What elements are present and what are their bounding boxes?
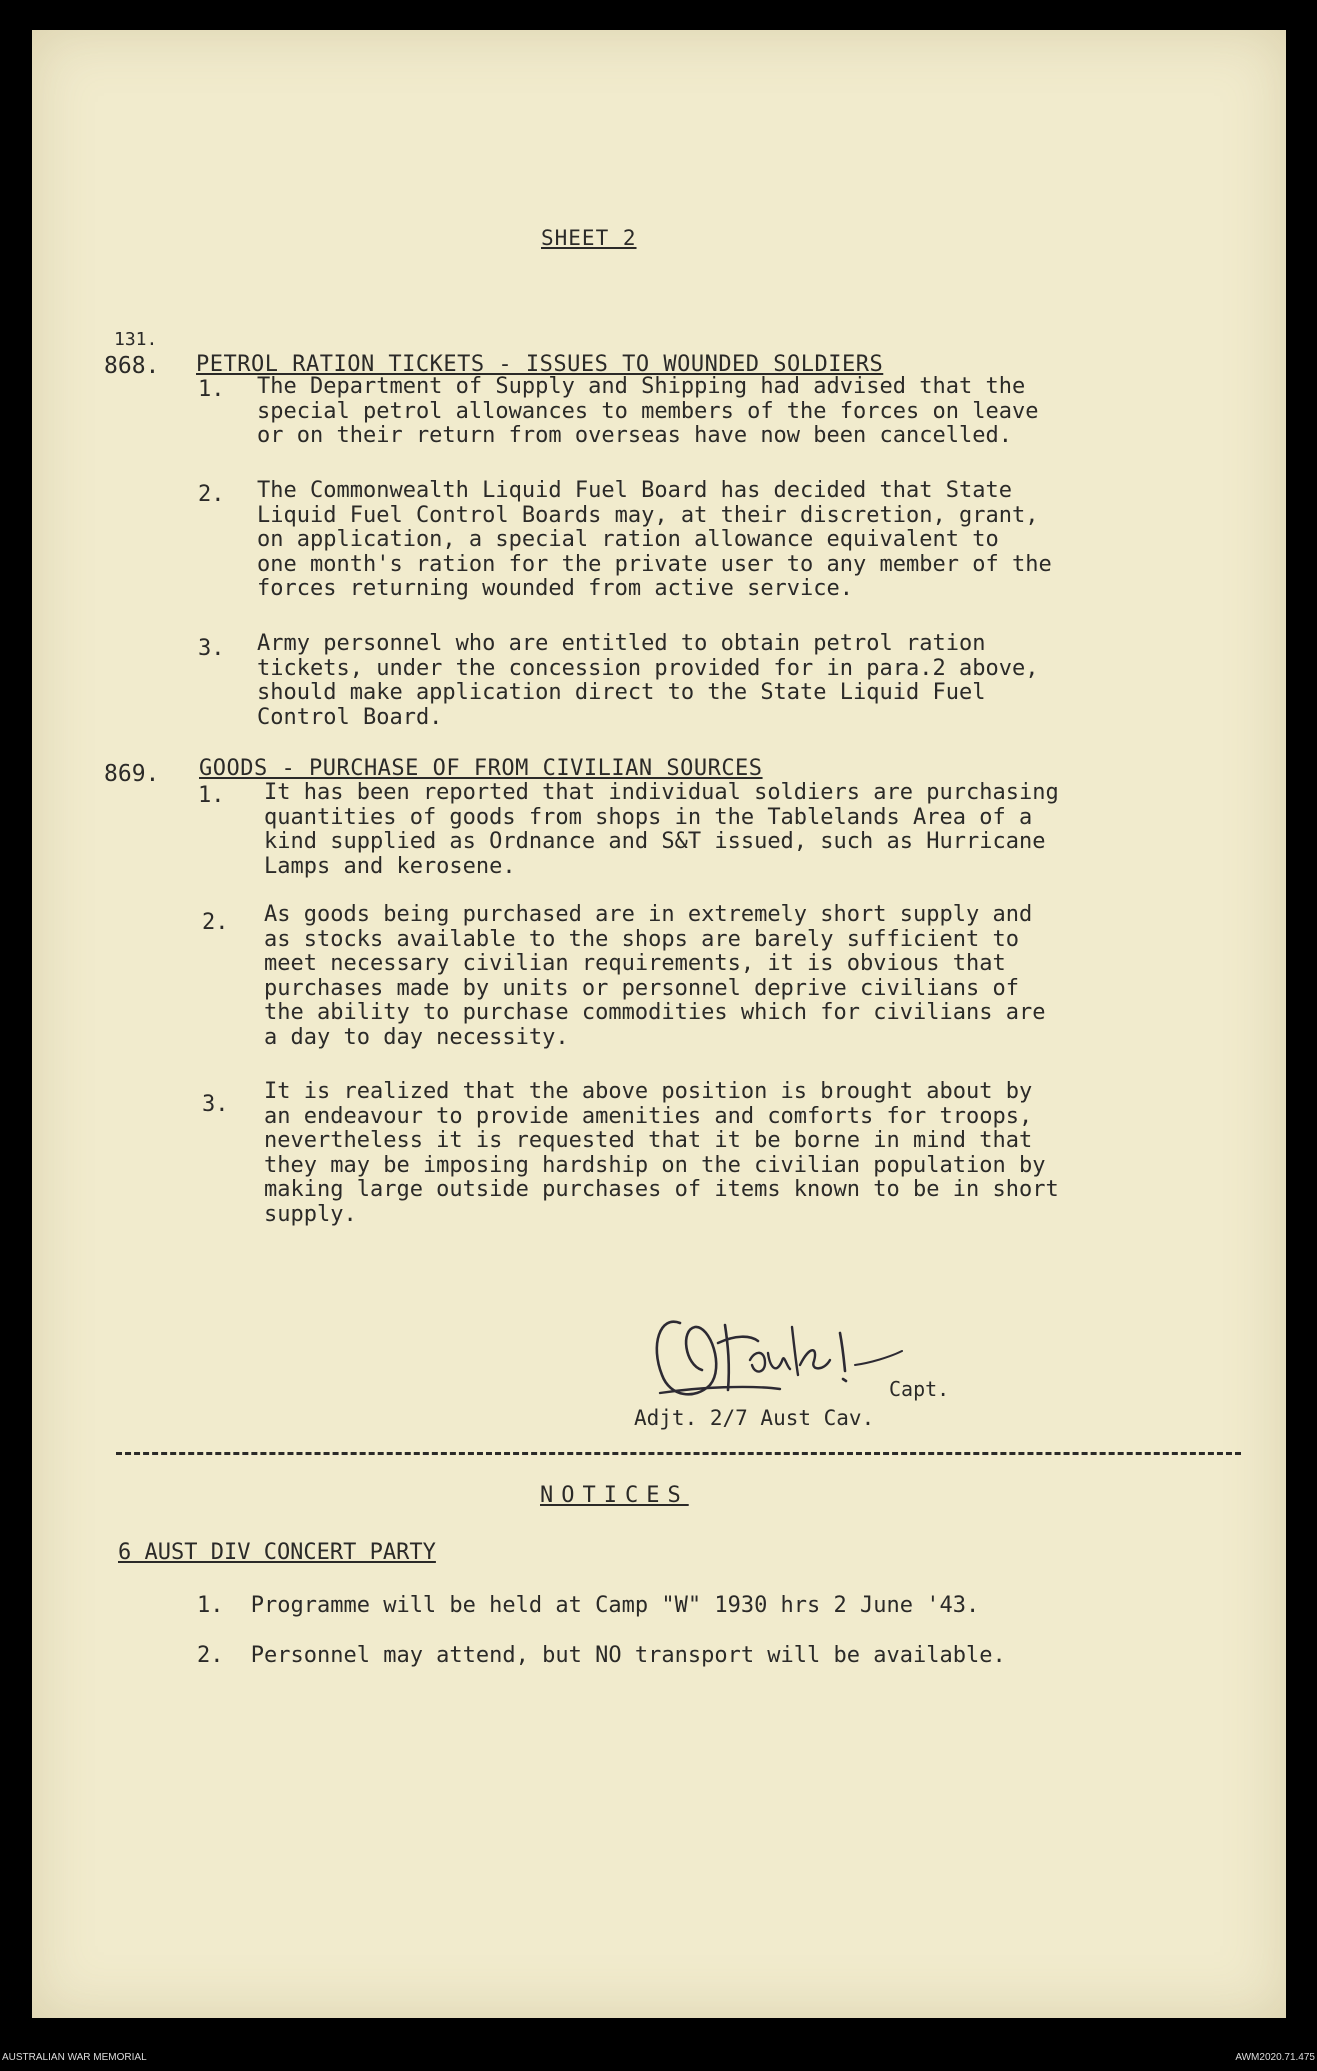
paragraph-text: It is realized that the above position is brought about by an endeavour to provide amenities and comforts for troops, nevertheless it is requested that it be borne in mind that they may be imposing hardship on the civilian population by making large outside purchases of items known to be in short supply. <box>264 1079 1059 1227</box>
paragraph-text: The Commonwealth Liquid Fuel Board has decided that State Liquid Fuel Control Boards may, at their discretion, grant, on application, a special ration allowance equivalent to one month's ration for the private user to any member of the forces returning wounded from active service. <box>257 478 1052 601</box>
footer-left: AUSTRALIAN WAR MEMORIAL <box>2 2052 147 2063</box>
notice-text: Personnel may attend, but NO transport will be available. <box>250 1643 1006 1668</box>
paragraph-number: 1. <box>198 783 225 808</box>
paragraph-text: It has been reported that individual soldiers are purchasing quantities of goods from shops in the Tablelands Area of a kind supplied as Ordnance and S&T issued, such as Hurricane Lamps and kerosene. <box>264 780 1059 879</box>
notice-number: 2. <box>197 1643 224 1668</box>
paragraph-number: 3. <box>198 636 225 661</box>
paragraph-number: 2. <box>202 910 229 935</box>
notice-number: 1. <box>197 1593 224 1618</box>
notice-line <box>197 1644 1006 1669</box>
notice-text: Programme will be held at Camp "W" 1930 hrs 2 June '43. <box>250 1593 980 1618</box>
notice-heading: 6 AUST DIV CONCERT PARTY <box>118 1540 436 1565</box>
footer-right: AWM2020.71.475 <box>1235 2052 1315 2063</box>
item-number: 868. <box>104 353 160 379</box>
paragraph-number: 2. <box>198 482 225 507</box>
paragraph-text: The Department of Supply and Shipping had advised that the special petrol allowances to members of the forces on leave or on their return from overseas have now been cancelled. <box>257 374 1039 448</box>
page-mark: 131. <box>114 329 158 350</box>
signature-title: Adjt. 2/7 Aust Cav. <box>634 1406 875 1430</box>
item-heading: PETROL RATION TICKETS - ISSUES TO WOUNDED SOLDIERS <box>196 352 884 377</box>
divider <box>116 1452 1241 1455</box>
paragraph-number: 1. <box>198 377 225 402</box>
notices-title: NOTICES <box>540 1483 689 1508</box>
paragraph-number: 3. <box>202 1092 229 1117</box>
handwritten-signature <box>640 1305 940 1420</box>
signature-rank: Capt. <box>889 1377 950 1401</box>
item-number: 869. <box>104 761 160 787</box>
notice-line <box>197 1594 979 1619</box>
paragraph-text: Army personnel who are entitled to obtain petrol ration tickets, under the concession provided for in para.2 above, should make application direct to the State Liquid Fuel Control Board. <box>257 631 1039 730</box>
sheet-title: SHEET 2 <box>541 226 637 250</box>
paragraph-text: As goods being purchased are in extremely short supply and as stocks available to the shops are barely sufficient to meet necessary civilian requirements, it is obvious that purchases made by units or personnel deprive civilians of the ability to purchase commodities which for civilians are a day to day necessity. <box>264 902 1046 1050</box>
item-heading: GOODS - PURCHASE OF FROM CIVILIAN SOURCES <box>199 756 763 781</box>
